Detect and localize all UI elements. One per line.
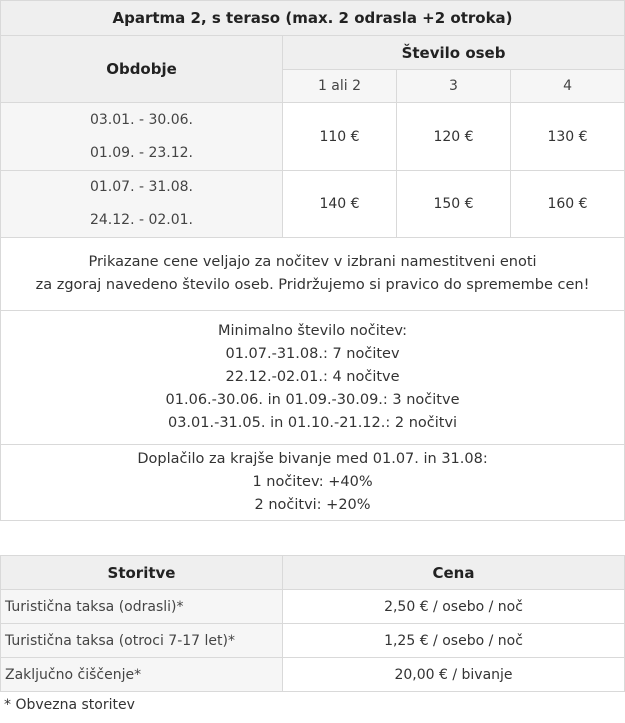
price-cell: 140 €: [283, 171, 397, 238]
period-cell: [1, 171, 283, 238]
period-cell: [1, 103, 283, 171]
note-line: 01.07.-31.08.: 7 nočitev: [225, 346, 400, 362]
period-line: 03.01. - 30.06.: [89, 111, 193, 128]
persons-col-1: 1 ali 2: [283, 70, 397, 103]
table-row: [1, 103, 625, 171]
price-validity-note: [1, 238, 625, 311]
note-line: Prikazane cene veljajo za nočitev v izbrani namestitveni enoti: [88, 254, 537, 270]
price-cell: 150 €: [397, 171, 511, 238]
note-line: Doplačilo za krajše bivanje med 01.07. in 31.08:: [137, 451, 488, 467]
persons-col-2: 3: [397, 70, 511, 103]
service-name: Turistična taksa (otroci 7-17 let)*: [1, 624, 283, 658]
period-line: 01.07. - 31.08.: [89, 179, 193, 195]
service-name: Turistična taksa (odrasli)*: [1, 590, 283, 624]
table-row: [1, 171, 625, 238]
price-cell: 110 €: [283, 103, 397, 171]
price-header: Cena: [283, 556, 625, 590]
service-price: 1,25 € / osebo / noč: [283, 624, 625, 658]
table-row: [1, 590, 625, 624]
service-price: 2,50 € / osebo / noč: [283, 590, 625, 624]
persons-header: Število oseb: [283, 36, 625, 70]
footnote: * Obvezna storitev: [4, 697, 135, 713]
note-line: 1 nočitev: +40%: [252, 474, 373, 490]
persons-col-3: 4: [511, 70, 625, 103]
table-row: [1, 624, 625, 658]
note-line: za zgoraj navedeno število oseb. Pridržujemo si pravico do spremembe cen!: [35, 277, 590, 293]
service-price: 20,00 € / bivanje: [283, 658, 625, 692]
services-header: Storitve: [1, 556, 283, 590]
service-name: Zaključno čiščenje*: [1, 658, 283, 692]
table-row: [1, 658, 625, 692]
period-line: 01.09. - 23.12.: [89, 144, 193, 161]
period-header: Obdobje: [1, 36, 283, 103]
period-line: 24.12. - 02.01.: [89, 212, 193, 228]
note-line: 01.06.-30.06. in 01.09.-30.09.: 3 nočitve: [165, 392, 460, 408]
note-line: Minimalno število nočitev:: [217, 323, 408, 339]
price-cell: 130 €: [511, 103, 625, 171]
price-cell: 160 €: [511, 171, 625, 238]
price-cell: 120 €: [397, 103, 511, 171]
pricing-title: Apartma 2, s teraso (max. 2 odrasla +2 otroka): [1, 1, 625, 36]
services-table: [0, 555, 625, 692]
min-nights-note: [1, 311, 625, 445]
note-line: 03.01.-31.05. in 01.10.-21.12.: 2 nočitvi: [167, 415, 458, 431]
surcharge-note: [1, 445, 625, 521]
note-line: 2 nočitvi: +20%: [254, 497, 371, 513]
note-line: 22.12.-02.01.: 4 nočitve: [225, 369, 400, 385]
